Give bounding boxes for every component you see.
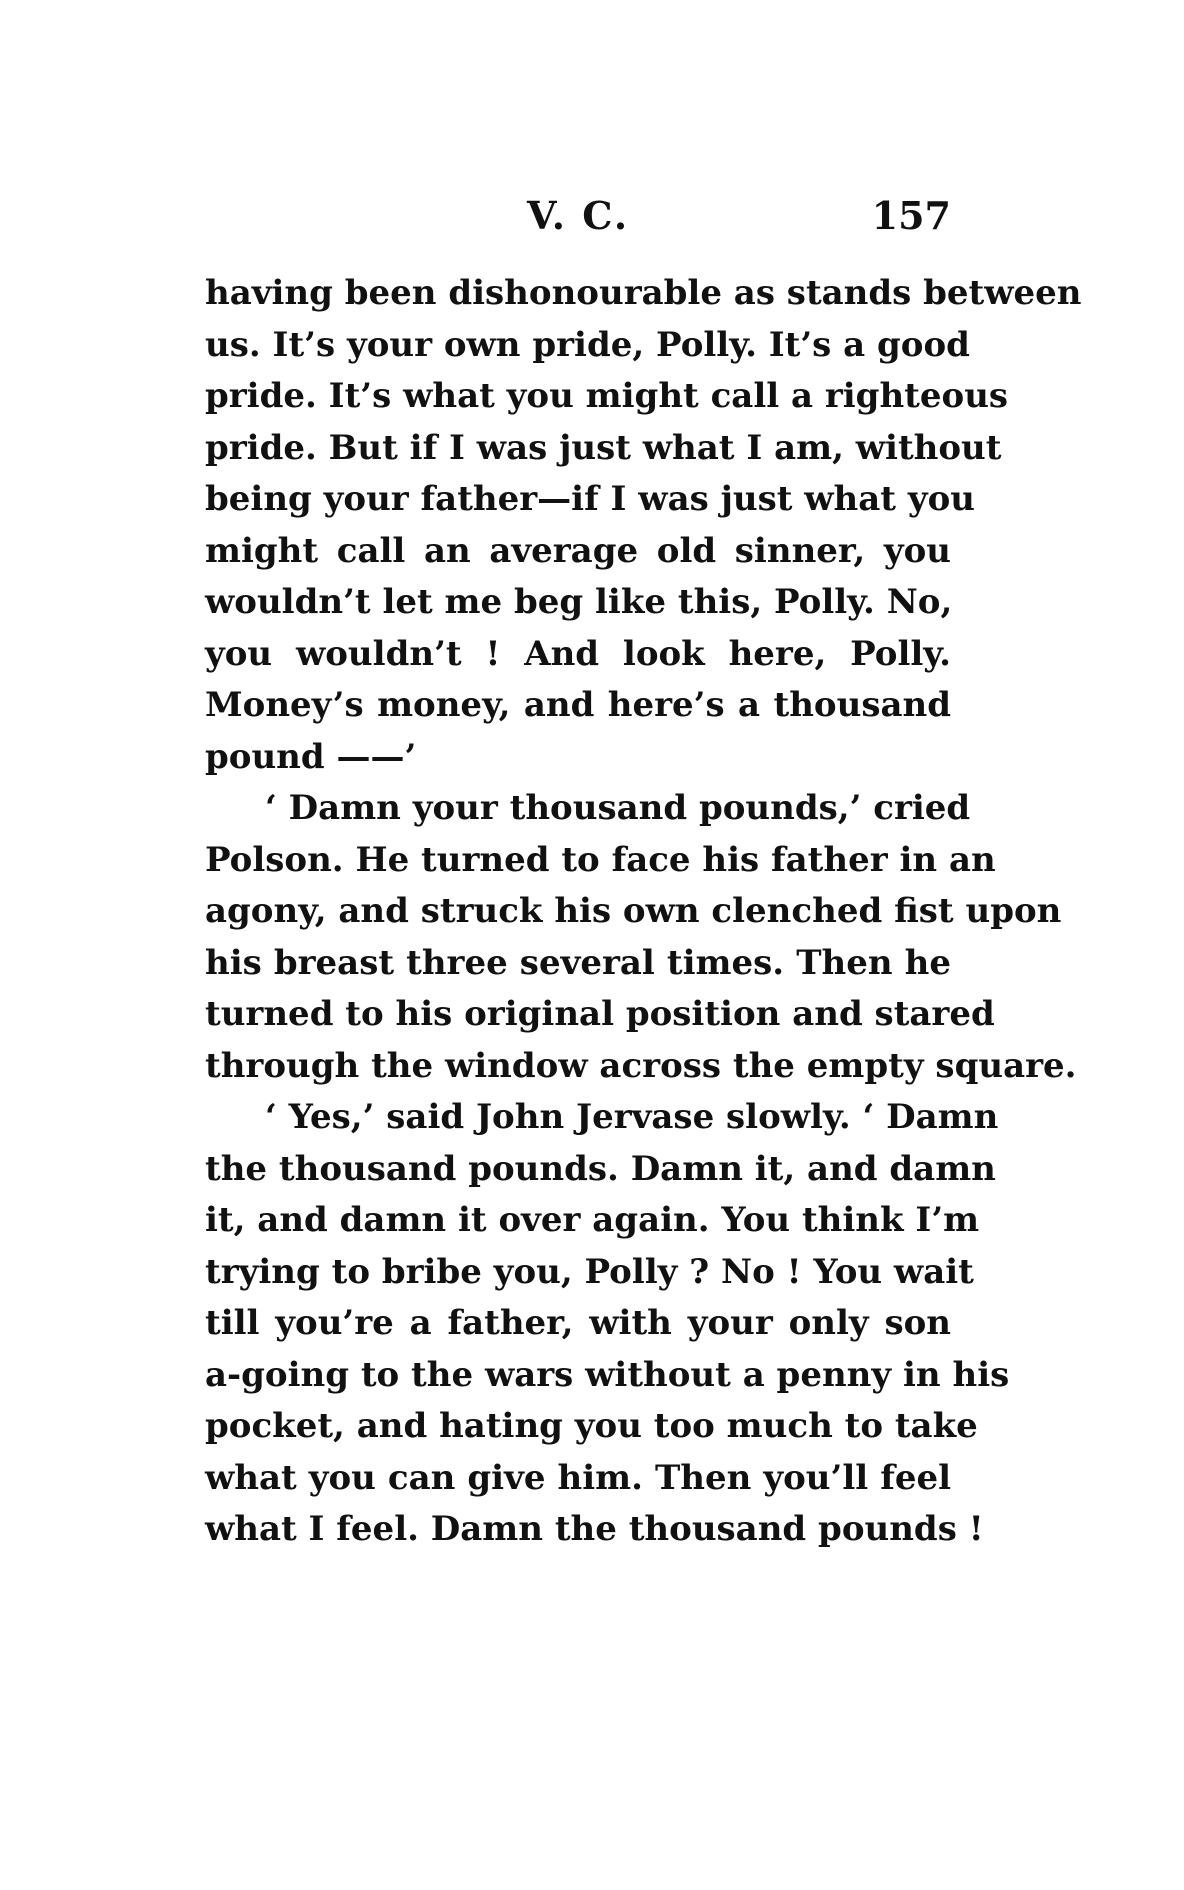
text-line: what I feel. Damn the thousand pounds ! [205, 1509, 984, 1549]
text-line: wouldn’t let me beg like this, Polly. No, [205, 582, 953, 622]
text-line: turned to his original position and stared [205, 994, 995, 1034]
text-line: ‘ Yes,’ said John Jervase slowly. ‘ Damn [265, 1097, 999, 1137]
text-line: pocket, and hating you too much to take [205, 1406, 978, 1446]
text-line: what you can give him. Then you’ll feel [205, 1457, 951, 1498]
text-line: till you’re a father, with your only son [205, 1303, 951, 1343]
page-number: 157 [871, 193, 951, 238]
running-title: V. C. [526, 193, 630, 238]
text-line: us. It’s your own pride, Polly. It’s a good [205, 324, 970, 365]
text-line: agony, and struck his own clenched fist upon [205, 891, 1062, 931]
body-text [205, 268, 1082, 1556]
text-line: you wouldn’t ! And look here, Polly. [205, 633, 951, 674]
text-line: having been dishonourable as stands between [205, 273, 1082, 313]
text-line: trying to bribe you, Polly ? No ! You wait [205, 1251, 974, 1292]
text-line: might call an average old sinner, you [205, 530, 951, 571]
text-line: ‘ Damn your thousand pounds,’ cried [265, 788, 971, 828]
running-head [205, 186, 951, 246]
text-line: Money’s money, and here’s a thousand [205, 685, 951, 725]
text-line: his breast three several times. Then he [205, 942, 951, 983]
text-line: it, and damn it over again. You think I’m [205, 1200, 980, 1240]
text-line: the thousand pounds. Damn it, and damn [205, 1148, 996, 1189]
text-line: pride. But if I was just what I am, without [205, 427, 1002, 468]
text-line: pound ——’ [205, 736, 417, 777]
text-line: through the window across the empty square. [205, 1045, 1077, 1086]
text-line: a-going to the wars without a penny in his [205, 1354, 1010, 1395]
text-line: pride. It’s what you might call a righteous [205, 376, 1009, 416]
text-line: Polson. He turned to face his father in an [205, 839, 996, 880]
text-line: being your father—if I was just what you [205, 479, 975, 519]
